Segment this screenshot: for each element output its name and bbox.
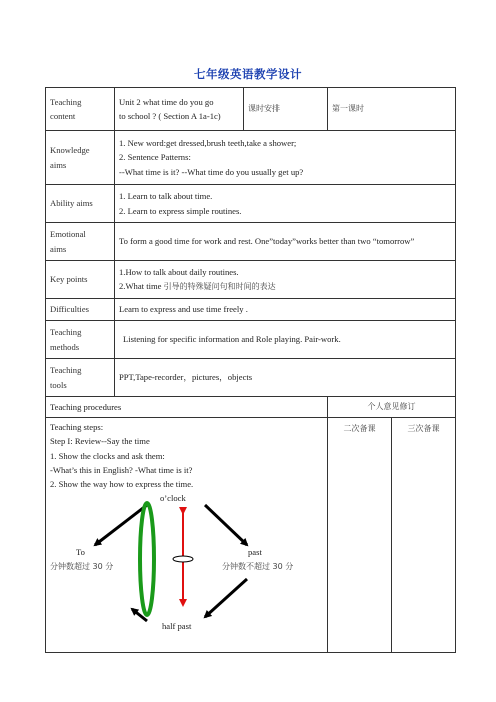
row-teaching-content — [46, 88, 456, 131]
label-personal-revision: 个人意见修订 — [328, 397, 456, 418]
half-past-label: half past — [162, 621, 192, 632]
label-teaching-methods: Teaching methods — [46, 321, 115, 359]
steps-heading: Teaching steps: — [50, 422, 104, 433]
value-difficulties: Learn to express and use time freely . — [115, 299, 456, 321]
value-emotional-aims: To form a good time for work and rest. One”today”works better than two “tomorrow” — [115, 223, 456, 261]
step-line: 2. Show the way how to express the time. — [50, 478, 194, 489]
label-key-points: Key points — [46, 261, 115, 299]
label-schedule: 课时安排 — [244, 88, 328, 131]
past-label: past — [248, 547, 262, 558]
value-key-points: 1.How to talk about daily routines. 2.What time 引导的特殊疑问句和时间的表达 — [115, 261, 456, 299]
value-teaching-content: Unit 2 what time do you go to school ? ( Section A 1a-1c) — [115, 88, 244, 131]
label-emotional-aims: Emotional aims — [46, 223, 115, 261]
row-difficulties — [46, 299, 456, 321]
third-revision-cell: 三次备课 — [392, 418, 456, 653]
arrow-past-upper-right — [205, 505, 247, 545]
to-label: To — [76, 547, 85, 558]
label-knowledge-aims: Knowledge aims — [46, 131, 115, 185]
value-knowledge-aims: 1. New word:get dressed,brush teeth,take a shower; 2. Sentence Patterns: --What time is it? --What time do you usually get up? — [115, 131, 456, 185]
label-ability-aims: Ability aims — [46, 185, 115, 223]
step-one-title: Step I: Review--Say the time — [50, 436, 150, 447]
value-teaching-methods: Listening for specific information and Role playing. Pair-work. — [115, 321, 456, 359]
green-oval — [140, 503, 154, 615]
row-emotional-aims — [46, 223, 456, 261]
label-teaching-tools: Teaching tools — [46, 359, 115, 397]
value-schedule: 第一课时 — [328, 88, 456, 131]
step-line: -What’s this in English? -What time is it? — [50, 464, 193, 475]
time-expression-diagram — [50, 493, 320, 633]
row-knowledge-aims — [46, 131, 456, 185]
row-key-points — [46, 261, 456, 299]
row-teaching-procedures — [46, 397, 456, 418]
row-ability-aims — [46, 185, 456, 223]
row-teaching-methods — [46, 321, 456, 359]
value-ability-aims: 1. Learn to talk about time. 2. Learn to express simple routines. — [115, 185, 456, 223]
clock-center — [173, 556, 193, 562]
past-note: 分钟数不超过 30 分 — [222, 562, 294, 572]
to-note: 分钟数超过 30 分 — [50, 562, 114, 572]
teaching-steps-cell — [46, 418, 328, 653]
arrow-past-lower-right — [205, 579, 247, 617]
lesson-plan-table — [45, 87, 456, 653]
second-revision-cell: 二次备课 — [328, 418, 392, 653]
page-title: 七年级英语教学设计 — [194, 67, 302, 81]
value-teaching-tools: PPT,Tape-recorder，pictures，objects — [115, 359, 456, 397]
label-difficulties: Difficulties — [46, 299, 115, 321]
row-teaching-tools — [46, 359, 456, 397]
label-teaching-procedures: Teaching procedures — [46, 397, 328, 418]
step-line: 1. Show the clocks and ask them: — [50, 450, 165, 461]
label-teaching-content: Teaching content — [46, 88, 115, 131]
row-teaching-steps — [46, 418, 456, 653]
oclock-label: o’clock — [160, 493, 186, 504]
